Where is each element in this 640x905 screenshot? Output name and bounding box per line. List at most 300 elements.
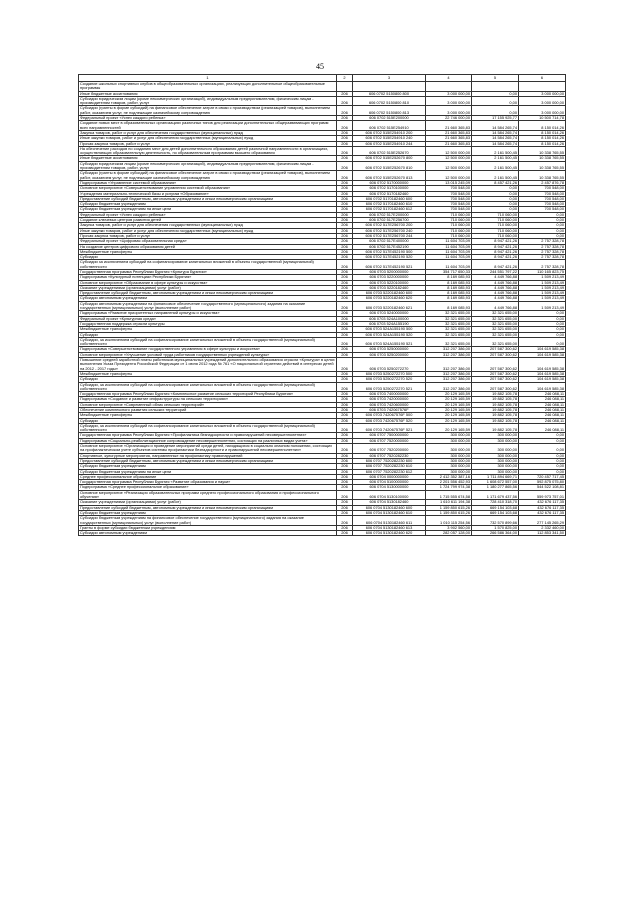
- row-budget-code-cell: 606 0702 515Е252670 810: [353, 161, 426, 171]
- column-header: 2: [337, 75, 353, 82]
- row-plan-amount-cell: 20 129 165,59: [426, 423, 472, 433]
- row-name-cell: Государственная программа Республики Бурятия «Комплексное развитие сельских территорий Республики Бурятия»: [79, 392, 337, 397]
- row-admin-code-cell: 206: [337, 321, 353, 326]
- row-budget-code-cell: 606 0703 5250272270 500: [353, 371, 426, 376]
- row-admin-code-cell: 206: [337, 275, 353, 280]
- row-budget-code-cell: 606 0703 5220000000: [353, 275, 426, 280]
- row-plan-amount-cell: 22 746 000,00: [426, 116, 472, 121]
- row-budget-code-cell: 606 0703 7420000000: [353, 397, 426, 402]
- row-budget-code-cell: 606 0702 515Е254910 244: [353, 141, 426, 146]
- row-executed-amount-cell: 207 587 300,62: [472, 377, 519, 382]
- row-plan-amount-cell: 13 015 245,09: [426, 180, 472, 185]
- table-row: [79, 106, 566, 116]
- row-admin-code-cell: 206: [337, 332, 353, 337]
- row-remaining-amount-cell: 3 000 000,00: [519, 96, 566, 106]
- row-executed-amount-cell: 32 321 655,00: [472, 321, 519, 326]
- row-name-cell: Субсидии: [79, 377, 337, 382]
- row-executed-amount-cell: 266 586 364,00: [472, 531, 519, 536]
- row-remaining-amount-cell: 246 088,11: [519, 408, 566, 413]
- row-plan-amount-cell: 21 660 365,83: [426, 136, 472, 141]
- row-name-cell: Субсидии бюджетным учреждениям: [79, 202, 337, 207]
- row-executed-amount-cell: 32 321 655,00: [472, 332, 519, 337]
- row-admin-code-cell: 206: [337, 212, 353, 217]
- row-name-cell: Оказание учреждениями (организациями) услуг (работ): [79, 500, 337, 505]
- table-row: [79, 146, 566, 156]
- row-executed-amount-cell: 4 449 766,88: [472, 301, 519, 311]
- budget-table-container: [78, 74, 565, 536]
- row-name-cell: Основное мероприятие «Реализация образовательных программ среднего профессионального образования и профессионального обучения»: [79, 490, 337, 500]
- row-executed-amount-cell: 300 000,00: [472, 464, 519, 469]
- row-remaining-amount-cell: 592 875 075,80: [519, 480, 566, 485]
- row-name-cell: На создание центров цифрового образования детей: [79, 244, 337, 249]
- row-budget-code-cell: 606 0703 5250000000: [353, 347, 426, 352]
- row-budget-code-cell: 606 0704 0000000000: [353, 474, 426, 479]
- row-budget-code-cell: 606 0702 517Е452190 520: [353, 255, 426, 260]
- row-executed-amount-cell: 4 449 766,88: [472, 280, 519, 285]
- row-admin-code-cell: 206: [337, 186, 353, 191]
- row-budget-code-cell: 606 0702 515Е254910 200: [353, 130, 426, 135]
- row-executed-amount-cell: 207 587 300,62: [472, 358, 519, 372]
- row-name-cell: Подпрограмма «Управление системой образования»: [79, 180, 337, 185]
- row-budget-code-cell: 606 0702 515Е252670 800: [353, 156, 426, 161]
- row-budget-code-cell: 606 0702 515Е200000: [353, 116, 426, 121]
- row-plan-amount-cell: 300 000,00: [426, 458, 472, 463]
- row-name-cell: Субсидии: [79, 332, 337, 337]
- row-budget-code-cell: 606 0702 5150800 810: [353, 96, 426, 106]
- row-name-cell: Закупка товаров, работ и услуг для обеспечения государственных (муниципальных) нужд: [79, 223, 337, 228]
- row-executed-amount-cell: 0,00: [472, 96, 519, 106]
- row-executed-amount-cell: 14 584 265,74: [472, 141, 519, 146]
- row-budget-code-cell: 606 0702 5150800 800: [353, 91, 426, 96]
- row-plan-amount-cell: 710 060,00: [426, 223, 472, 228]
- row-remaining-amount-cell: 2 757 328,78: [519, 255, 566, 260]
- row-plan-amount-cell: 300 000,00: [426, 453, 472, 458]
- row-budget-code-cell: 606 0703 5220182460 600: [353, 291, 426, 296]
- row-name-cell: Субсидии бюджетным учреждениям: [79, 510, 337, 515]
- row-remaining-amount-cell: 0,00: [519, 337, 566, 347]
- row-plan-amount-cell: 8 169 085,93: [426, 280, 472, 285]
- row-name-cell: Субсидии: [79, 418, 337, 423]
- row-name-cell: Основное мероприятие «Современный облик сельских территорий»: [79, 402, 337, 407]
- row-plan-amount-cell: 1 159 850 615,26: [426, 505, 472, 510]
- row-budget-code-cell: 606 0703 742067576F 520: [353, 418, 426, 423]
- row-remaining-amount-cell: 10 338 765,55: [519, 161, 566, 171]
- row-admin-code-cell: 206: [337, 249, 353, 254]
- row-remaining-amount-cell: 432 676 117,35: [519, 505, 566, 510]
- column-header: 6: [519, 75, 566, 82]
- row-budget-code-cell: 606 0702 5170182460 610: [353, 202, 426, 207]
- row-executed-amount-cell: 19 882 105,78: [472, 392, 519, 397]
- row-remaining-amount-cell: 246 088,11: [519, 423, 566, 433]
- row-plan-amount-cell: 21 660 365,83: [426, 130, 472, 135]
- row-remaining-amount-cell: 0,00: [519, 433, 566, 438]
- row-budget-code-cell: 606 0702 515Е252670 813: [353, 171, 426, 181]
- row-name-cell: Предоставление субсидий бюджетным, автономным учреждениям и иным некоммерческим организациям: [79, 291, 337, 296]
- row-plan-amount-cell: 300 000,00: [426, 464, 472, 469]
- row-remaining-amount-cell: 3 000 000,00: [519, 106, 566, 116]
- row-budget-code-cell: 606 0704 5130182460: [353, 500, 426, 505]
- row-name-cell: Гранты в форме субсидии бюджетным учреждениям: [79, 525, 337, 530]
- row-plan-amount-cell: 312 207 386,00: [426, 347, 472, 352]
- row-budget-code-cell: 606 0702 515Е254910: [353, 121, 426, 131]
- row-executed-amount-cell: 1 608 672 557,00: [472, 480, 519, 485]
- row-budget-code-cell: 606 0707 7520282230: [353, 453, 426, 458]
- row-name-cell: Подпрограмма «Социально-реабилитационное сопровождение несовершеннолетних, состоящих на различных видах учета»: [79, 438, 337, 443]
- row-budget-code-cell: 606 0703 5200000000: [353, 269, 426, 274]
- row-name-cell: Субсидии (гранты в форме субсидий) на финансовое обеспечение затрат в связи с производством (реализацией товаров), выполнением работ, оказанием услуг, не подлежащие казначейскому сопровождению: [79, 106, 337, 116]
- table-row: [79, 121, 566, 131]
- row-executed-amount-cell: 300 000,00: [472, 433, 519, 438]
- row-plan-amount-cell: 20 129 165,59: [426, 413, 472, 418]
- row-budget-code-cell: 606 0702 517Е400000: [353, 239, 426, 244]
- row-admin-code-cell: 206: [337, 146, 353, 156]
- row-remaining-amount-cell: 2 757 328,78: [519, 260, 566, 270]
- row-plan-amount-cell: 312 207 386,00: [426, 371, 472, 376]
- table-header-row: [79, 75, 566, 82]
- row-budget-code-cell: 606 0702 517Е452190 500: [353, 249, 426, 254]
- row-budget-code-cell: 606 0704 5130182460 611: [353, 516, 426, 526]
- row-remaining-amount-cell: 432 676 117,35: [519, 500, 566, 505]
- row-admin-code-cell: 206: [337, 458, 353, 463]
- row-executed-amount-cell: 710 060,00: [472, 228, 519, 233]
- row-admin-code-cell: 206: [337, 291, 353, 296]
- row-executed-amount-cell: 1 171 679 437,56: [472, 490, 519, 500]
- row-name-cell: Повышение средней заработной платы работников муниципальных учреждений дополнительного образования отрасли «Культура» в целях выполнения Указа Президента Российской Федерации от 1 июня 2012 года № 761 «О национальной стратегии действий в интересах детей на 2012 - 2017 годы»: [80, 357, 335, 371]
- table-row: [79, 382, 566, 392]
- row-name-cell: Предоставление субсидий бюджетным, автономным учреждениям и иным некоммерческим организациям: [79, 505, 337, 510]
- row-budget-code-cell: 606 0703 7420600000: [353, 402, 426, 407]
- table-row: [79, 444, 566, 454]
- row-name-cell: Субсидии юридическим лицам (кроме некоммерческих организаций), индивидуальным предпринимателям, физическим лицам - производителям товаров, работ, услуг: [79, 96, 337, 106]
- row-plan-amount-cell: 11 604 703,09: [426, 239, 472, 244]
- row-plan-amount-cell: 20 129 165,59: [426, 392, 472, 397]
- row-budget-code-cell: 606 0703 5240000000: [353, 311, 426, 316]
- row-budget-code-cell: 606 0707 7520282230 610: [353, 464, 426, 469]
- row-admin-code-cell: 206: [337, 510, 353, 515]
- row-name-cell: Субсидии бюджетным учреждениям на иные цели: [79, 469, 337, 474]
- row-plan-amount-cell: 710 060,00: [426, 212, 472, 217]
- row-executed-amount-cell: 19 882 105,78: [472, 423, 519, 433]
- row-admin-code-cell: 206: [337, 525, 353, 530]
- row-executed-amount-cell: 732 570 899,66: [472, 516, 519, 526]
- row-admin-code-cell: 206: [337, 505, 353, 510]
- row-plan-amount-cell: 700 548,00: [426, 191, 472, 196]
- row-plan-amount-cell: 21 660 365,83: [426, 141, 472, 146]
- row-budget-code-cell: 606 0702 517Е256700 240: [353, 228, 426, 233]
- table-row: [79, 161, 566, 171]
- row-plan-amount-cell: 8 169 085,93: [426, 275, 472, 280]
- row-remaining-amount-cell: 112 853 341,50: [519, 531, 566, 536]
- row-name-cell: Подпрограмма «Среднее профессиональное образование»: [79, 485, 337, 490]
- row-remaining-amount-cell: 544 522 108,81: [519, 485, 566, 490]
- row-remaining-amount-cell: 277 145 265,29: [519, 516, 566, 526]
- row-plan-amount-cell: 8 169 085,93: [426, 291, 472, 296]
- row-remaining-amount-cell: 110 165 823,75: [519, 269, 566, 274]
- row-plan-amount-cell: 32 321 655,00: [426, 321, 472, 326]
- row-name-cell: Государственная поддержка отрасли культуры: [79, 321, 337, 326]
- row-admin-code-cell: 206: [337, 453, 353, 458]
- row-admin-code-cell: 206: [337, 464, 353, 469]
- row-remaining-amount-cell: 0,00: [519, 218, 566, 223]
- row-remaining-amount-cell: 1 509 213,49: [519, 301, 566, 311]
- row-executed-amount-cell: 4 449 766,88: [472, 285, 519, 290]
- row-name-cell: Иные закупки товаров, работ и услуг для обеспечения государственных (муниципальных) нужд: [79, 228, 337, 233]
- table-row: [79, 96, 566, 106]
- row-budget-code-cell: 606 0704 5130000000: [353, 485, 426, 490]
- row-executed-amount-cell: 2 161 500,45: [472, 161, 519, 171]
- row-remaining-amount-cell: 700 548,00: [519, 196, 566, 201]
- row-plan-amount-cell: 1 159 850 615,26: [426, 510, 472, 515]
- row-executed-amount-cell: 1 180 277 865,56: [472, 485, 519, 490]
- row-executed-amount-cell: 300 000,00: [472, 469, 519, 474]
- row-executed-amount-cell: 669 154 103,68: [472, 505, 519, 510]
- row-budget-code-cell: 606 0703 5250272270 521: [353, 382, 426, 392]
- row-executed-amount-cell: 0,00: [472, 186, 519, 191]
- row-plan-amount-cell: 1 610 611 194,38: [426, 500, 472, 505]
- row-remaining-amount-cell: 0,00: [519, 453, 566, 458]
- row-remaining-amount-cell: 10 500 714,78: [519, 116, 566, 121]
- row-budget-code-cell: 606 0707 7520282230 612: [353, 469, 426, 474]
- row-name-cell: Субсидии, за исключением субсидий на софинансирование капитальных вложений в объекты государственной (муниципальной) собственности: [79, 382, 337, 392]
- row-executed-amount-cell: 32 321 655,00: [472, 327, 519, 332]
- row-executed-amount-cell: 710 060,00: [472, 218, 519, 223]
- row-remaining-amount-cell: 104 619 585,38: [519, 382, 566, 392]
- row-executed-amount-cell: 0,00: [472, 106, 519, 116]
- row-admin-code-cell: 206: [337, 531, 353, 536]
- row-remaining-amount-cell: 3 000 000,00: [519, 91, 566, 96]
- row-budget-code-cell: 606 0703 5220100000: [353, 280, 426, 285]
- row-remaining-amount-cell: 0,00: [519, 233, 566, 238]
- row-plan-amount-cell: 3 000 000,00: [426, 96, 472, 106]
- row-executed-amount-cell: 300 000,00: [472, 453, 519, 458]
- row-remaining-amount-cell: 10 338 765,55: [519, 171, 566, 181]
- row-executed-amount-cell: 0,00: [472, 191, 519, 196]
- row-remaining-amount-cell: 0,00: [519, 458, 566, 463]
- row-name-cell: Субсидии бюджетным учреждениям на финансовое обеспечение государственного (муниципального) задания на оказание государственных (муниципальных) услуг (выполнение работ): [79, 516, 337, 526]
- row-executed-amount-cell: 8 947 421,26: [472, 249, 519, 254]
- row-admin-code-cell: 206: [337, 280, 353, 285]
- row-admin-code-cell: 206: [337, 490, 353, 500]
- row-remaining-amount-cell: 0,00: [519, 311, 566, 316]
- row-admin-code-cell: 206: [337, 408, 353, 413]
- row-name-cell: Предоставление субсидий бюджетным, автономным учреждениям и иным некоммерческим организациям: [79, 458, 337, 463]
- row-budget-code-cell: 606 0704 5130182460 620: [353, 531, 426, 536]
- row-name-cell: Межбюджетные трансферты: [79, 327, 337, 332]
- row-remaining-amount-cell: 104 619 585,38: [519, 371, 566, 376]
- row-admin-code-cell: 206: [337, 358, 353, 372]
- row-budget-code-cell: 606 0702 517Е256700: [353, 218, 426, 223]
- row-admin-code-cell: 206: [337, 423, 353, 433]
- row-remaining-amount-cell: 2 332 460,00: [519, 525, 566, 530]
- row-executed-amount-cell: 4 449 766,88: [472, 291, 519, 296]
- row-admin-code-cell: 206: [337, 347, 353, 352]
- row-name-cell: Федеральный проект «Культурная среда»: [79, 316, 337, 321]
- row-executed-amount-cell: 2 161 500,45: [472, 156, 519, 161]
- row-remaining-amount-cell: 0,00: [519, 444, 566, 454]
- row-budget-code-cell: 606 0702 517Е200000: [353, 212, 426, 217]
- row-name-cell: Субсидии, за исключением субсидий на софинансирование капитальных вложений в объекты государственной (муниципальной) собственности: [79, 423, 337, 433]
- row-executed-amount-cell: 17 155 925,77: [472, 116, 519, 121]
- row-budget-code-cell: 606 0707 7500000000: [353, 433, 426, 438]
- row-remaining-amount-cell: 0,00: [519, 332, 566, 337]
- row-plan-amount-cell: [426, 82, 472, 92]
- row-executed-amount-cell: 8 947 421,26: [472, 255, 519, 260]
- row-budget-code-cell: 606 0703 5250200000: [353, 352, 426, 357]
- row-executed-amount-cell: 300 000,00: [472, 458, 519, 463]
- row-remaining-amount-cell: 1 509 213,49: [519, 296, 566, 301]
- row-executed-amount-cell: 207 587 300,62: [472, 382, 519, 392]
- row-executed-amount-cell: 8 457 421,26: [472, 180, 519, 185]
- row-budget-code-cell: 606 0702 517Е452190 521: [353, 260, 426, 270]
- row-admin-code-cell: 206: [337, 377, 353, 382]
- row-admin-code-cell: 206: [337, 218, 353, 223]
- row-remaining-amount-cell: 0,00: [519, 327, 566, 332]
- row-executed-amount-cell: 0,00: [472, 196, 519, 201]
- row-budget-code-cell: 606 0702 515Е254910 240: [353, 136, 426, 141]
- row-name-cell: Обеспечение комплексного развития сельских территорий: [79, 408, 337, 413]
- table-row: [79, 82, 566, 92]
- row-remaining-amount-cell: 10 338 765,55: [519, 156, 566, 161]
- row-plan-amount-cell: 3 000 000,00: [426, 106, 472, 116]
- row-name-cell: Межбюджетные трансферты: [79, 249, 337, 254]
- row-plan-amount-cell: 300 000,00: [426, 433, 472, 438]
- row-executed-amount-cell: 300 000,00: [472, 438, 519, 443]
- row-admin-code-cell: 206: [337, 469, 353, 474]
- row-admin-code-cell: 206: [337, 316, 353, 321]
- row-admin-code-cell: 206: [337, 352, 353, 357]
- row-remaining-amount-cell: 2 757 328,78: [519, 244, 566, 249]
- row-admin-code-cell: 206: [337, 311, 353, 316]
- row-plan-amount-cell: 8 169 085,93: [426, 296, 472, 301]
- row-executed-amount-cell: 19 882 105,78: [472, 408, 519, 413]
- row-plan-amount-cell: 20 129 165,59: [426, 418, 472, 423]
- row-name-cell: Прочая закупка товаров, работ и услуг: [79, 141, 337, 146]
- row-executed-amount-cell: 19 882 105,78: [472, 413, 519, 418]
- row-remaining-amount-cell: 0,00: [519, 321, 566, 326]
- row-budget-code-cell: 606 0703 742067576F 521: [353, 423, 426, 433]
- row-remaining-amount-cell: 0,00: [519, 464, 566, 469]
- row-plan-amount-cell: 32 321 655,00: [426, 327, 472, 332]
- row-admin-code-cell: 206: [337, 171, 353, 181]
- row-name-cell: Прочая закупка товаров, работ и услуг: [79, 233, 337, 238]
- row-name-cell: Оказание учреждениями (организациями) услуг (работ): [79, 285, 337, 290]
- row-remaining-amount-cell: 2 757 328,78: [519, 249, 566, 254]
- row-plan-amount-cell: 11 604 703,09: [426, 244, 472, 249]
- row-plan-amount-cell: 300 000,00: [426, 444, 472, 454]
- row-executed-amount-cell: 32 321 655,00: [472, 311, 519, 316]
- row-name-cell: Государственная программа Республики Бурятия «Развитие образования и науки»: [79, 480, 337, 485]
- row-remaining-amount-cell: 8 150 014,26: [519, 136, 566, 141]
- row-admin-code-cell: 206: [337, 474, 353, 479]
- row-admin-code-cell: 206: [337, 382, 353, 392]
- row-remaining-amount-cell: 559 973 757,01: [519, 490, 566, 500]
- row-name-cell: Иные бюджетные ассигнования: [79, 156, 337, 161]
- row-name-cell: Иные закупки товаров, работ и услуг для обеспечения государственных (муниципальных) нужд: [79, 136, 337, 141]
- row-plan-amount-cell: 700 548,00: [426, 186, 472, 191]
- row-executed-amount-cell: 669 154 103,68: [472, 510, 519, 515]
- row-plan-amount-cell: 2 412 352 387,16: [426, 474, 472, 479]
- row-budget-code-cell: 606 0703 7400000000: [353, 392, 426, 397]
- row-budget-code-cell: 606 0703 524А155190 500: [353, 327, 426, 332]
- row-remaining-amount-cell: 700 548,00: [519, 202, 566, 207]
- row-remaining-amount-cell: 0,00: [519, 212, 566, 217]
- row-executed-amount-cell: 2 161 500,45: [472, 171, 519, 181]
- row-plan-amount-cell: 12 500 000,00: [426, 156, 472, 161]
- row-budget-code-cell: 606 0702 5170182460 600: [353, 196, 426, 201]
- row-admin-code-cell: 206: [337, 91, 353, 96]
- row-name-cell: Субсидии (гранты в форме субсидий) на финансовое обеспечение затрат в связи с производством (реализацией товаров), выполнением работ, оказанием услуг, не подлежащие казначейскому сопровождению: [79, 171, 337, 181]
- row-executed-amount-cell: 0,00: [472, 202, 519, 207]
- row-admin-code-cell: 206: [337, 96, 353, 106]
- row-admin-code-cell: 206: [337, 327, 353, 332]
- row-budget-code-cell: 606 0703 5220182460: [353, 285, 426, 290]
- row-remaining-amount-cell: 1 509 213,49: [519, 275, 566, 280]
- row-admin-code-cell: 206: [337, 260, 353, 270]
- row-executed-amount-cell: 1 711 894 669,71: [472, 474, 519, 479]
- row-remaining-amount-cell: 246 088,11: [519, 392, 566, 397]
- row-name-cell: Подпрограмма «Создание и развитие инфраструктуры на сельских территориях»: [79, 397, 337, 402]
- row-budget-code-cell: 606 0702 517Е256700 200: [353, 223, 426, 228]
- row-plan-amount-cell: 300 000,00: [426, 438, 472, 443]
- row-name-cell: Подпрограмма «Совершенствование государственного управления в сфере культуры и искусства»: [79, 347, 337, 352]
- row-name-cell: Основное мероприятие «Образование в сфере культуры и искусства»: [79, 280, 337, 285]
- row-admin-code-cell: 206: [337, 485, 353, 490]
- row-budget-code-cell: 606 0703 524А155190: [353, 321, 426, 326]
- row-budget-code-cell: 606 0704 5130182460 600: [353, 505, 426, 510]
- row-executed-amount-cell: [472, 82, 519, 92]
- row-remaining-amount-cell: 1 509 213,49: [519, 285, 566, 290]
- row-name-cell: Создание новых мест в образовательных организациях различных типов для реализации дополнительных общеразвивающих программ всех направленностей: [79, 121, 337, 131]
- row-remaining-amount-cell: 8 150 014,26: [519, 141, 566, 146]
- column-header: 3: [353, 75, 426, 82]
- row-executed-amount-cell: 710 060,00: [472, 233, 519, 238]
- row-admin-code-cell: 206: [337, 161, 353, 171]
- row-remaining-amount-cell: 104 619 585,38: [519, 352, 566, 357]
- row-name-cell: Федеральный проект «Успех каждого ребенка»: [79, 116, 337, 121]
- row-name-cell: Учреждения материально-технической базы и услугам «Образование»: [79, 191, 337, 196]
- row-remaining-amount-cell: 8 150 014,26: [519, 130, 566, 135]
- row-admin-code-cell: 206: [337, 239, 353, 244]
- row-name-cell: Субсидии автономным учреждениям: [79, 531, 337, 536]
- row-executed-amount-cell: 0,00: [472, 91, 519, 96]
- row-remaining-amount-cell: 700 548,00: [519, 186, 566, 191]
- row-executed-amount-cell: 14 584 265,74: [472, 136, 519, 141]
- table-row: [79, 516, 566, 526]
- row-remaining-amount-cell: 104 619 585,38: [519, 377, 566, 382]
- row-admin-code-cell: 206: [337, 397, 353, 402]
- row-budget-code-cell: 606 0702 517Е452190: [353, 244, 426, 249]
- row-plan-amount-cell: 700 548,00: [426, 196, 472, 201]
- row-admin-code-cell: 206: [337, 337, 353, 347]
- row-name-cell: Предоставление субсидий бюджетным, автономным учреждениям и иным некоммерческим организациям: [79, 196, 337, 201]
- row-name-cell: Межбюджетные трансферты: [79, 413, 337, 418]
- row-name-cell: Субсидии юридическим лицам (кроме некоммерческих организаций), индивидуальным предпринимателям, физическим лицам - производителям товаров, работ, услуг: [79, 161, 337, 171]
- row-executed-amount-cell: 4 449 766,88: [472, 275, 519, 280]
- row-executed-amount-cell: 32 321 655,00: [472, 316, 519, 321]
- row-admin-code-cell: 206: [337, 207, 353, 212]
- row-budget-code-cell: 606 0702 5170182460 612: [353, 207, 426, 212]
- row-executed-amount-cell: 32 321 655,00: [472, 337, 519, 347]
- row-plan-amount-cell: 300 000,00: [426, 469, 472, 474]
- row-plan-amount-cell: 32 321 655,00: [426, 316, 472, 321]
- row-remaining-amount-cell: 700 548,00: [519, 207, 566, 212]
- row-name-cell: Закупка товаров, работ и услуг для обеспечения государственных (муниципальных) нужд: [79, 130, 337, 135]
- row-executed-amount-cell: 244 551 797,22: [472, 269, 519, 274]
- row-executed-amount-cell: 710 060,00: [472, 212, 519, 217]
- row-plan-amount-cell: 700 548,00: [426, 207, 472, 212]
- row-plan-amount-cell: 8 169 085,93: [426, 285, 472, 290]
- row-executed-amount-cell: 19 882 105,78: [472, 418, 519, 423]
